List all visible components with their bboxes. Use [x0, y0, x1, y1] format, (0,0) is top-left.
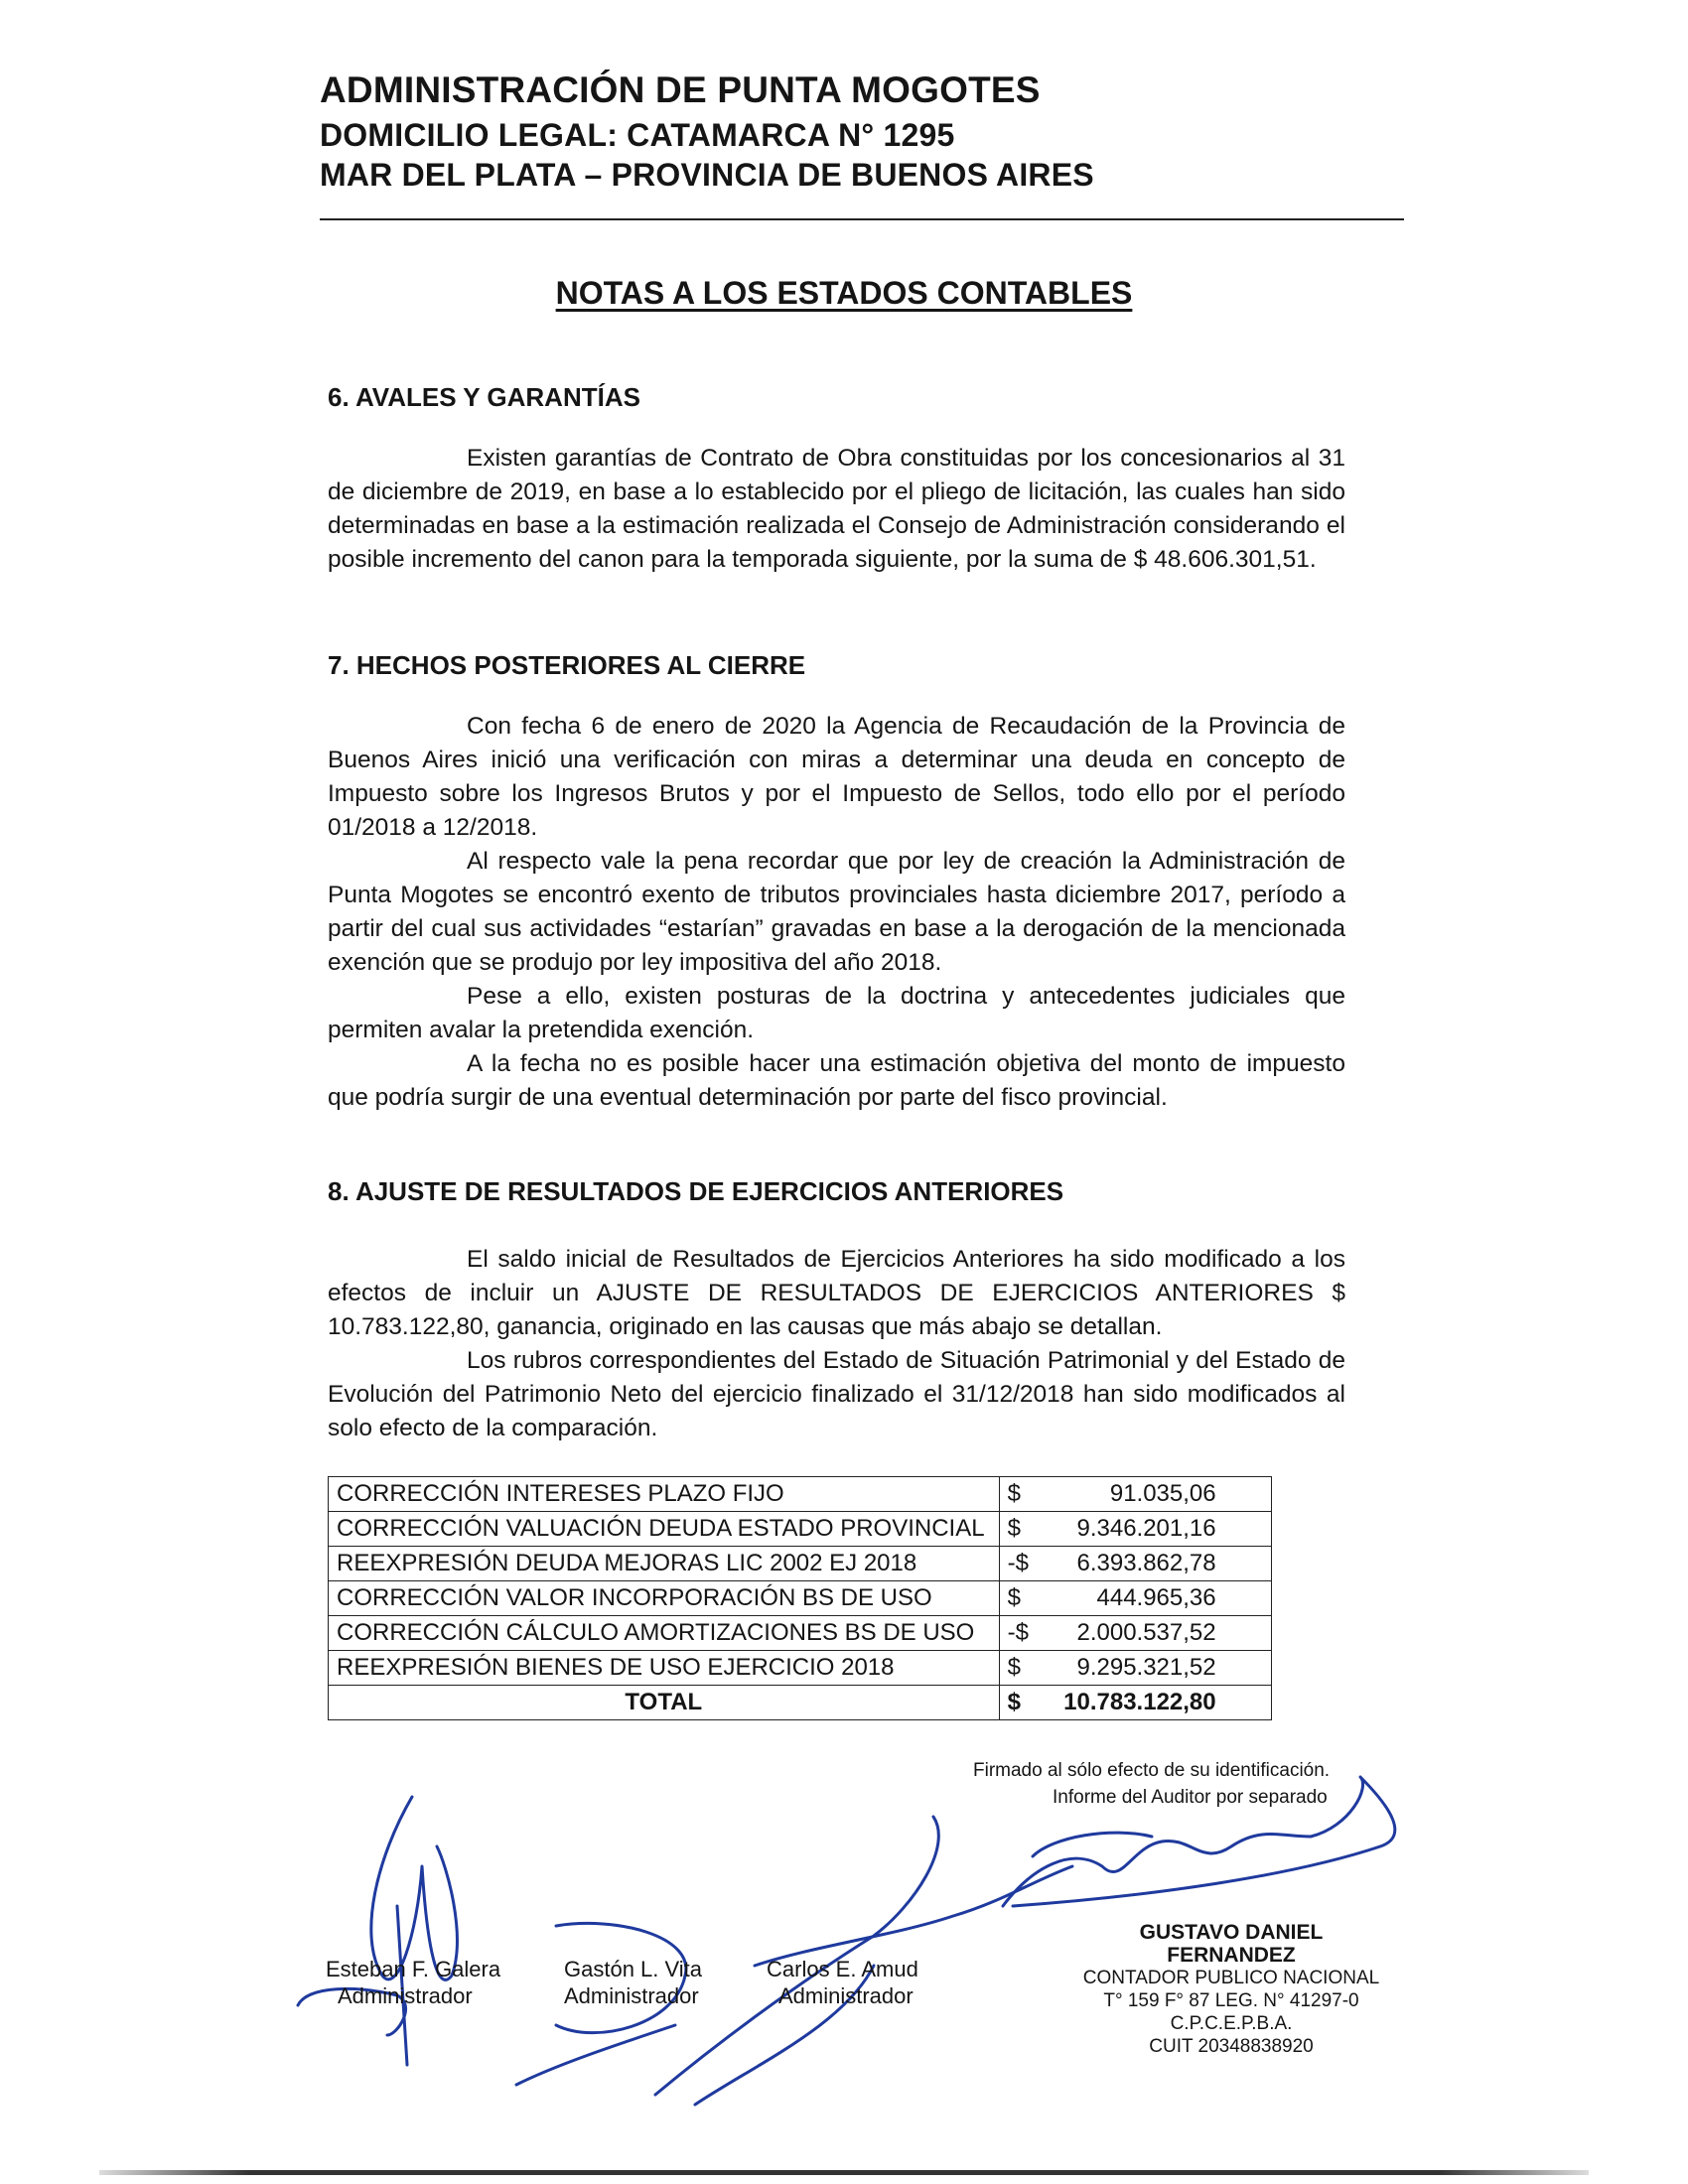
signer-role: Administrador	[564, 1983, 699, 2008]
total-label: TOTAL	[329, 1686, 1000, 1720]
row-concept: REEXPRESIÓN BIENES DE USO EJERCICIO 2018	[329, 1651, 1000, 1686]
signer-name: Esteban F. Galera	[326, 1957, 501, 1981]
auditor-registration: T° 159 F° 87 LEG. N° 41297-0	[1103, 1990, 1359, 2011]
section-7-paragraph-3: Pese a ello, existen posturas de la doctrina y antecedentes judiciales que permiten avalar la pretendida exención.	[328, 983, 1345, 1043]
row-concept: CORRECCIÓN INTERESES PLAZO FIJO	[329, 1477, 1000, 1512]
row-concept: CORRECCIÓN VALUACIÓN DEUDA ESTADO PROVINCIAL	[329, 1512, 1000, 1547]
section-7-paragraph-2: Al respecto vale la pena recordar que por ley de creación la Administración de Punta Mogotes se encontró exento de tributos provinciales hasta diciembre 2017, período a partir del cual sus actividades “estarían” gravadas en base a la derogación de la mencionada exención que se produjo por ley impositiva del año 2018.	[328, 848, 1345, 976]
currency-sign: $	[1007, 1654, 1021, 1681]
signature-note	[973, 1757, 1330, 1811]
row-amount: 9.346.201,16	[1076, 1515, 1216, 1542]
auditor-stamp	[1082, 1921, 1380, 2058]
row-amount: 444.965,36	[1096, 1584, 1216, 1611]
section-6-paragraph: Existen garantías de Contrato de Obra constituidas por los concesionarios al 31 de diciembre de 2019, en base a lo establecido por el pliego de licitación, las cuales han sido determinadas en base a la estimación realizada el Consejo de Administración considerando el posible incremento del canon para la temporada siguiente, por la suma de $ 48.606.301,51.	[328, 445, 1345, 573]
row-amount: 6.393.862,78	[1076, 1550, 1216, 1576]
currency-sign: $	[1007, 1689, 1021, 1715]
signer-name: Gastón L. Vita	[564, 1957, 703, 1981]
currency-sign: -$	[1007, 1550, 1029, 1576]
currency-sign: -$	[1007, 1619, 1029, 1646]
currency-sign: $	[1007, 1480, 1021, 1507]
signer-name: Carlos E. Amud	[767, 1957, 918, 1981]
signature-block-galera	[326, 1956, 500, 2009]
signature-note-line-2: Informe del Auditor por separado	[1053, 1787, 1328, 1808]
signature-note-line-1: Firmado al sólo efecto de su identificación.	[973, 1760, 1331, 1781]
row-amount: 91.035,06	[1109, 1480, 1216, 1507]
signer-role: Administrador	[778, 1983, 914, 2008]
section-8-paragraph-1: El saldo inicial de Resultados de Ejercicios Anteriores ha sido modificado a los efectos de incluir un AJUSTE DE RESULTADOS DE EJERCICIOS ANTERIORES $ 10.783.122,80, ganancia, originado en las causas que más abajo se detallan.	[328, 1246, 1345, 1340]
section-7-paragraph-1: Con fecha 6 de enero de 2020 la Agencia de Recaudación de la Provincia de Buenos Aires inició una verificación con miras a determinar una deuda en concepto de Impuesto sobre los Ingresos Brutos y por el Impuesto de Sellos, todo ello por el período 01/2018 a 12/2018.	[328, 713, 1345, 841]
section-8-heading: 8. AJUSTE DE RESULTADOS DE EJERCICIOS ANTERIORES	[328, 1176, 1064, 1206]
total-amount: 10.783.122,80	[1063, 1689, 1216, 1715]
currency-sign: $	[1007, 1584, 1021, 1611]
row-concept: REEXPRESIÓN DEUDA MEJORAS LIC 2002 EJ 2018	[329, 1547, 1000, 1581]
auditor-council: C.P.C.E.P.B.A.	[1170, 2013, 1293, 2034]
section-7-heading: 7. HECHOS POSTERIORES AL CIERRE	[328, 650, 806, 680]
header-organization: ADMINISTRACIÓN DE PUNTA MOGOTES	[320, 69, 1041, 110]
header-city: MAR DEL PLATA – PROVINCIA DE BUENOS AIRES	[320, 157, 1094, 193]
signer-role: Administrador	[338, 1983, 473, 2008]
section-7-paragraph-4: A la fecha no es posible hacer una estimación objetiva del monto de impuesto que podría surgir de una eventual determinación por parte del fisco provincial.	[328, 1050, 1345, 1111]
page-title: NOTAS A LOS ESTADOS CONTABLES	[555, 275, 1133, 311]
row-amount: 2.000.537,52	[1076, 1619, 1216, 1646]
scan-edge-line	[99, 2170, 1589, 2175]
header-address: DOMICILIO LEGAL: CATAMARCA N° 1295	[320, 117, 955, 153]
auditor-name: GUSTAVO DANIEL FERNANDEZ	[1139, 1921, 1324, 1967]
section-6-heading: 6. AVALES Y GARANTÍAS	[328, 382, 640, 412]
signature-block-amud	[767, 1956, 918, 2009]
auditor-title: CONTADOR PUBLICO NACIONAL	[1082, 1968, 1380, 1988]
currency-sign: $	[1007, 1515, 1021, 1542]
row-amount: 9.295.321,52	[1076, 1654, 1216, 1681]
section-8-paragraph-2: Los rubros correspondientes del Estado de Situación Patrimonial y del Estado de Evolución del Patrimonio Neto del ejercicio finalizado el 31/12/2018 han sido modificados al solo efecto de la comparación.	[328, 1347, 1345, 1441]
row-concept: CORRECCIÓN VALOR INCORPORACIÓN BS DE USO	[329, 1581, 1000, 1616]
auditor-cuit: CUIT 20348838920	[1149, 2036, 1314, 2057]
signature-block-vita	[564, 1956, 702, 2009]
row-concept: CORRECCIÓN CÁLCULO AMORTIZACIONES BS DE USO	[329, 1616, 1000, 1651]
